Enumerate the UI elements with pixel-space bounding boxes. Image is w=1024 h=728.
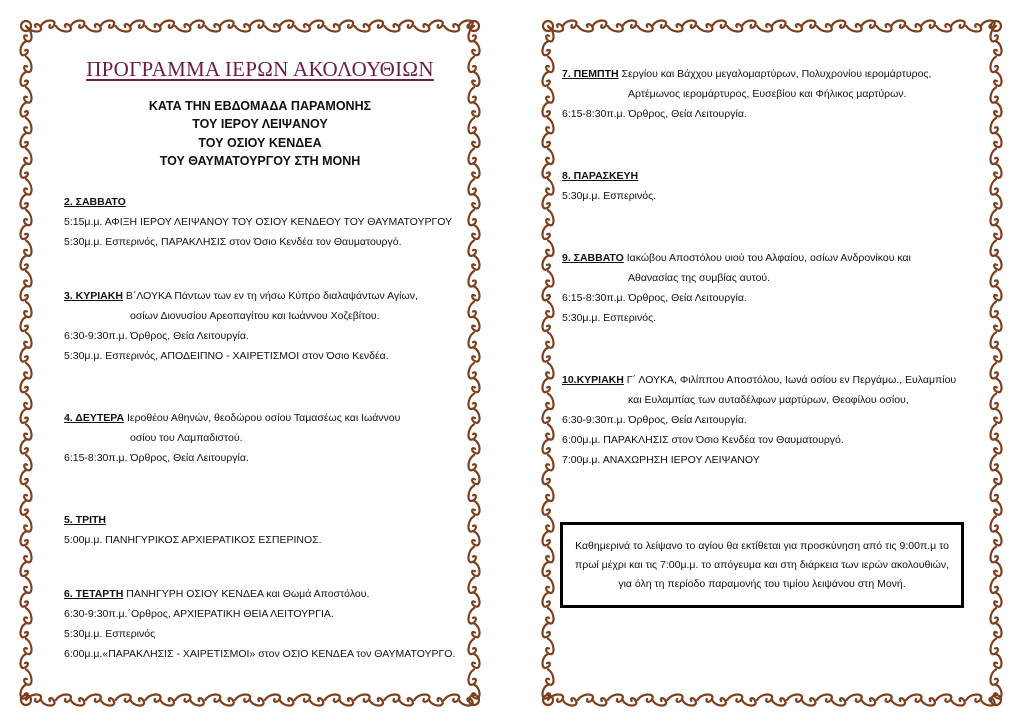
schedule-entry: 6:30-9:30π.μ. Όρθρος, Θεία Λειτουργία. xyxy=(562,414,747,426)
subtitle xyxy=(64,97,456,170)
notice-line: πρωί μέχρι και τις 7:00μ.μ. το απόγευμα και στη διάρκεια των ιερών ακολουθιών, xyxy=(575,559,949,571)
notice-line: για όλη τη περίοδο παραμονής του τιμίου λειψάνου στη Μονή. xyxy=(618,578,906,590)
day-name: 10.ΚΥΡΙΑΚΗ xyxy=(562,374,624,386)
day-feast-cont: οσίου του Λαμπαδιστού. xyxy=(130,431,243,444)
day-name: 8. ΠΑΡΑΣΚΕΥΗ xyxy=(562,170,639,182)
subtitle-line: ΤΟΥ ΟΣΙΟΥ ΚΕΝΔΕΑ xyxy=(198,135,322,150)
day-tuesday-5 xyxy=(64,510,456,550)
schedule-entry: 6:30-9:30π.μ. Όρθρος, Θεία Λειτουργία. xyxy=(64,329,249,342)
schedule-entry: 6:30-9:30π.μ.΄Ορθρος, ΑΡΧΙΕΡΑΤΙΚΗ ΘΕΙΑ ΛΕΙΤΟΥΡΓΙΑ. xyxy=(64,607,334,620)
schedule-entry: 6:15-8:30π.μ. Όρθρος, Θεία Λειτουργία. xyxy=(562,108,747,120)
notice-line: Καθημερινά το λείψανο το αγίου θα εκτίθεται για προσκύνηση από τις 9:00π.μ το xyxy=(575,540,949,552)
day-feast-cont: και Ευλαμπίας των αυταδέλφων μαρτύρων, Θεοφίλου οσίου, xyxy=(628,394,909,406)
day-monday-4 xyxy=(64,408,456,468)
page-title: ΠΡΟΓΡΑΜΜΑ ΙΕΡΩΝ ΑΚΟΛΟΥΘΙΩΝ xyxy=(86,57,434,81)
right-content xyxy=(562,64,982,470)
day-feast-cont: Αθανασίας της συμβίας αυτού. xyxy=(628,272,771,284)
subtitle-line: ΤΟΥ ΙΕΡΟΥ ΛΕΙΨΑΝΟΥ xyxy=(192,117,328,132)
day-name: 7. ΠΕΜΠΤΗ xyxy=(562,68,619,80)
day-feast: Σεργίου και Βάχχου μεγαλομαρτύρων, Πολυχρονίου ιερομάρτυρος, xyxy=(618,68,932,80)
day-wednesday-6 xyxy=(64,584,456,664)
notice-box xyxy=(560,522,964,608)
subtitle-line: ΤΟΥ ΘΑΥΜΑΤΟΥΡΓΟΥ ΣΤΗ ΜΟΝΗ xyxy=(159,153,361,168)
day-saturday-2 xyxy=(64,192,456,252)
schedule-entry: 5:30μ.μ. Εσπερινός, ΠΑΡΑΚΛΗΣΙΣ στον Όσιο Κενδέα τον Θαυματουργό. xyxy=(64,235,402,248)
day-feast: ΠΑΝΗΓΥΡΗ ΟΣΙΟΥ ΚΕΝΔΕΑ και Θωμά Αποστόλου. xyxy=(123,587,370,600)
day-sunday-3 xyxy=(64,286,456,366)
left-page xyxy=(14,14,486,712)
day-friday-8 xyxy=(562,166,982,206)
day-name: 2. ΣΑΒΒΑΤΟ xyxy=(64,195,126,208)
day-name: 3. ΚΥΡΙΑΚΗ xyxy=(64,289,123,302)
right-page xyxy=(536,14,1008,712)
day-name: 6. ΤΕΤΑΡΤΗ xyxy=(64,587,124,600)
day-saturday-9 xyxy=(562,248,982,328)
subtitle-line: ΚΑΤΑ ΤΗΝ ΕΒΔΟΜΑΔΑ ΠΑΡΑΜΟΝΗΣ xyxy=(148,99,372,114)
day-thursday-7 xyxy=(562,64,982,124)
schedule-entry: 5:30μ.μ. Εσπερινός, ΑΠΟΔΕΙΠΝΟ - ΧΑΙΡΕΤΙΣΜΟΙ στον Όσιο Κενδέα. xyxy=(64,349,389,362)
day-feast: Γ΄ ΛΟΥΚΑ, Φιλίππου Αποστόλου, Ιωνά οσίου εν Περγάμω., Ευλαμπίου xyxy=(623,374,957,386)
day-name: 4. ΔΕΥΤΕΡΑ xyxy=(64,411,125,424)
day-sunday-10 xyxy=(562,370,982,470)
day-feast-cont: Αρτέμωνος ιερομάρτυρος, Ευσεβίου και Φήλικος μαρτύρων. xyxy=(628,88,907,100)
day-name: 5. ΤΡΙΤΗ xyxy=(64,513,107,526)
day-name: 9. ΣΑΒΒΑΤΟ xyxy=(562,252,624,264)
schedule-entry: 5:30μ.μ. Εσπερινός. xyxy=(562,190,657,202)
schedule-entry: 6:00μ.μ. ΠΑΡΑΚΛΗΣΙΣ στον Όσιο Κενδέα τον Θαυματουργό. xyxy=(562,434,844,446)
schedule-entry: 6:15-8:30π.μ. Όρθρος, Θεία Λειτουργία. xyxy=(562,292,747,304)
day-feast: Ιακώβου Αποστόλου υιού του Αλφαίου, οσίων Ανδρονίκου και xyxy=(623,252,911,264)
schedule-entry: 7:00μ.μ. ΑΝΑΧΩΡΗΣΗ ΙΕΡΟΥ ΛΕΙΨΑΝΟΥ xyxy=(562,454,760,466)
schedule-entry: 5:00μ.μ. ΠΑΝΗΓΥΡΙΚΟΣ ΑΡΧΙΕΡΑΤΙΚΟΣ ΕΣΠΕΡΙΝΟΣ. xyxy=(64,533,322,546)
day-feast: Β΄ΛΟΥΚΑ Πάντων των εν τη νήσω Κύπρο διαλαψάντων Αγίων, xyxy=(122,289,418,302)
left-content xyxy=(64,56,456,664)
schedule-entry: 5:30μ.μ. Εσπερινός xyxy=(64,627,156,640)
schedule-entry: 5:15μ.μ. ΑΦΙΞΗ ΙΕΡΟΥ ΛΕΙΨΑΝΟΥ ΤΟΥ ΟΣΙΟΥ ΚΕΝΔΕΟΥ ΤΟΥ ΘΑΥΜΑΤΟΥΡΓΟΥ xyxy=(64,215,453,228)
day-feast: Ιεροθέου Αθηνών, θεοδώρου οσίου Ταμασέως και Ιωάννου xyxy=(124,411,401,424)
day-feast-cont: οσίων Διονυσίου Αρεοπαγίτου και Ιωάννου Χοζεβίτου. xyxy=(130,309,380,322)
schedule-entry: 6:15-8:30π.μ. Όρθρος, Θεία Λειτουργία. xyxy=(64,451,249,464)
schedule-entry: 5:30μ.μ. Εσπερινός. xyxy=(562,312,657,324)
schedule-entry: 6:00μ.μ.«ΠΑΡΑΚΛΗΣΙΣ - ΧΑΙΡΕΤΙΣΜΟΙ» στον ΟΣΙΟ ΚΕΝΔΕΑ τον ΘΑΥΜΑΤΟΥΡΓΟ. xyxy=(64,647,456,660)
